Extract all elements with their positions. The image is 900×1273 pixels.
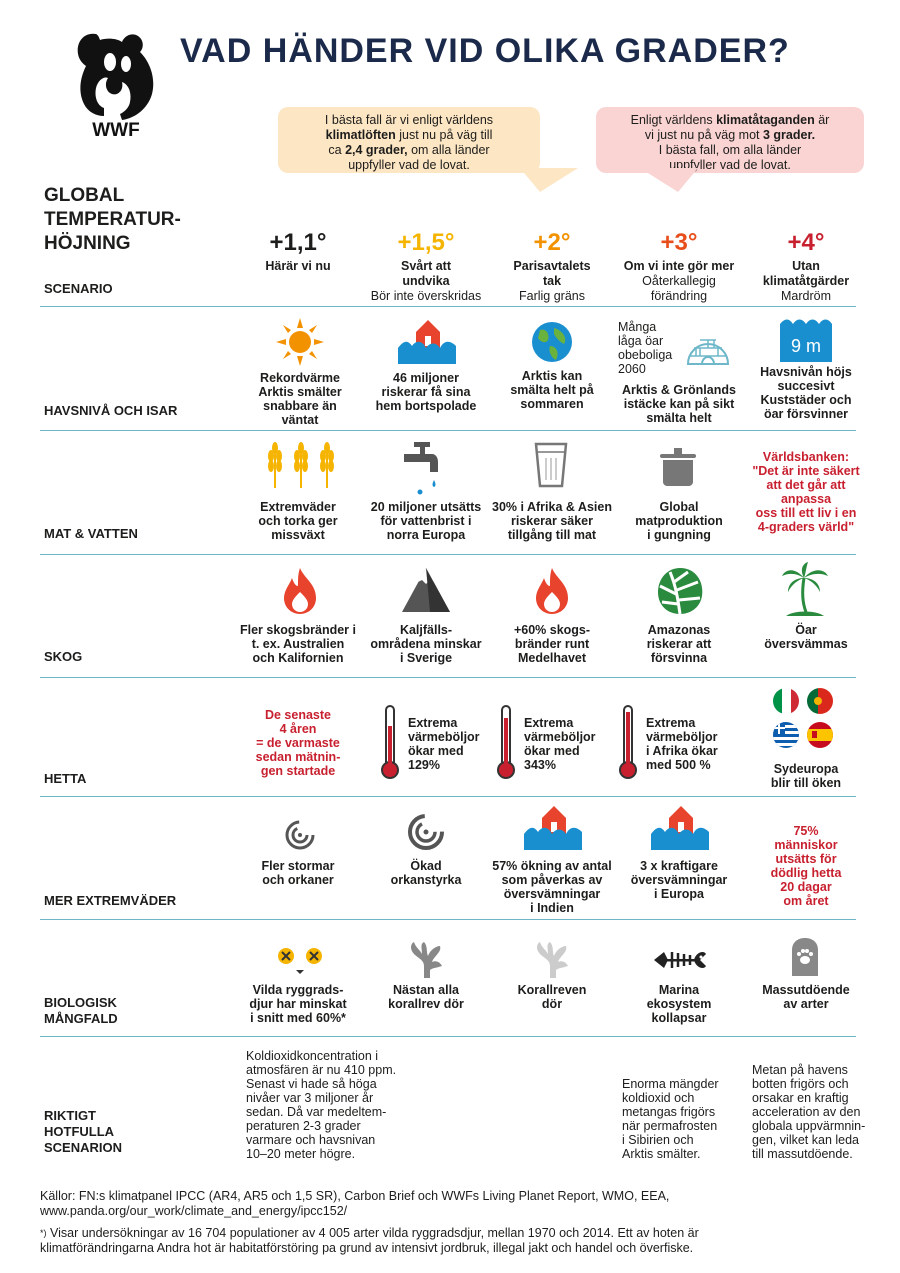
cell-forest-5: Öar översvämmas [764, 623, 848, 651]
row-label-biodiversity: BIOLOGISK MÅNGFALD [44, 995, 118, 1026]
divider [40, 554, 856, 555]
sun-icon [276, 318, 324, 366]
row-label-storms: MER EXTREMVÄDER [44, 893, 177, 908]
cell-storms-4: 3 x kraftigare översvämningar i Europa [630, 859, 728, 901]
flooded-house-icon [524, 804, 582, 850]
cell-threat-4: Enorma mängder koldioxid och metangas frigörs när permafrosten i Sibirien och Arktis smälter. [622, 1077, 719, 1161]
cyclone-icon [285, 820, 315, 850]
bubble-tail-left [520, 168, 578, 192]
cell-food-2: 20 miljoner utsätts för vattenbrist i norra Europa [370, 500, 482, 542]
cell-sea-4: Arktis & Grönlands istäcke kan på sikt smälta helt [622, 383, 736, 425]
south-europe-flags-icon [770, 686, 836, 752]
sources: Källor: FN:s klimatpanel IPCC (AR4, AR5 och 1,5 SR), Carbon Brief och WWFs Living Planet Report, WMO, EEA, www.panda.org/our_work/climate_and_energy/ipcc152/ [40, 1189, 670, 1218]
divider [40, 1036, 856, 1037]
cell-heat-2: Extrema värmeböljor ökar med 129% [408, 716, 480, 772]
fire-icon [534, 566, 570, 616]
thermometer-icon [380, 704, 400, 780]
wheat-icon [262, 442, 340, 488]
portugal-flag-icon [807, 688, 834, 714]
flooded-house-icon [651, 804, 709, 850]
cyclone-icon [408, 814, 444, 850]
cell-sea-3: Arktis kan smälta helt på sommaren [510, 369, 594, 411]
cooking-pot-icon [658, 444, 698, 486]
cell-food-3: 30% i Afrika & Asien riskerar säker tillgång till mat [492, 500, 612, 542]
footnote: *) Visar undersökningar av 16 704 populationer av 4 005 arter vilda ryggradsdjur, mellan 1970 och 2014. Ett av hoten är klimatförändringarna Andra hot är habitatförstöring pa grund av intensivt jordbruk, illegal jakt och handel och överfiske. [40, 1226, 699, 1255]
cell-threat-2: Koldioxidkoncentration i atmosfären är nu 410 ppm. Senast vi hade så höga nivåer var 3 miljoner år sedan. Då var medeltem- peraturen 2-3 grader varmare och havsnivan 10–20 meter högre. [246, 1049, 397, 1161]
fish-skeleton-icon [652, 948, 708, 972]
monstera-leaf-icon [654, 564, 706, 616]
bleached-coral-icon [532, 940, 572, 978]
column-head-3: +3° Om vi inte gör mer Oåterkallegig förändring [609, 228, 749, 303]
igloo-icon [684, 326, 732, 366]
bubble-pledges: I bästa fall är vi enligt världens klimatlöften just nu på väg till ca 2,4 grader, om alla länder uppfyller vad de lovat. [278, 107, 540, 173]
cell-heat-1: De senaste 4 åren = de varmaste sedan mätnin- gen startade [255, 708, 341, 778]
globe-icon [530, 320, 574, 364]
cell-food-5: Världsbanken: "Det är inte säkert att det går att anpassa oss till ett liv i en 4-graders värld" [752, 450, 860, 534]
temperature-label: GLOBAL TEMPERATUR- HÖJNING [44, 185, 181, 254]
row-label-heat: HETTA [44, 771, 87, 786]
row-label-sea: HAVSNIVÅ OCH ISAR [44, 403, 178, 418]
cell-heat-3: Extrema värmeböljor ökar med 343% [524, 716, 596, 772]
cell-bio-5: Massutdöende av arter [762, 983, 850, 1011]
cell-storms-5: 75% människor utsätts för dödlig hetta 20 dagar om året [770, 824, 842, 908]
thermometer-icon [496, 704, 516, 780]
cell-sea-2: 46 miljoner riskerar få sina hem bortspolade [375, 371, 477, 413]
fire-icon [282, 566, 318, 616]
row-label-forest: SKOG [44, 649, 83, 664]
wwf-panda-logo [74, 26, 158, 138]
column-head-2: +2° Parisavtalets tak Farlig gräns [482, 228, 622, 303]
cell-food-1: Extremväder och torka ger missväxt [258, 500, 338, 542]
wwf-wordmark: WWF [92, 120, 140, 138]
bubble-tail-right [640, 168, 698, 192]
temp-value: +1,1° [269, 229, 327, 256]
row-label-food: MAT & VATTEN [44, 526, 138, 541]
divider [40, 430, 856, 431]
temp-value: +3° [660, 229, 698, 256]
cell-sea-1: Rekordvärme Arktis smälter snabbare än väntat [258, 371, 342, 427]
cell-bio-2: Nästan alla korallrev dör [388, 983, 464, 1011]
cell-threat-5: Metan på havens botten frigörs och orsakar en kraftig acceleration av den globala uppvärmnin- gen, vilket kan leda till massutdöende. [752, 1063, 866, 1161]
cell-bio-4: Marina ekosystem kollapsar [646, 983, 712, 1025]
water-tap-icon [402, 440, 442, 498]
palm-island-icon [780, 562, 830, 618]
cell-bio-3: Korallreven dör [517, 983, 587, 1011]
coral-icon [406, 940, 446, 978]
column-head-1-1: +1,1° Härär vi nu [228, 228, 368, 273]
empty-glass-icon [534, 440, 568, 488]
cell-storms-3: 57% ökning av antal som påverkas av översvämningar i Indien [492, 859, 612, 915]
cell-storms-2: Ökad orkanstyrka [390, 859, 462, 887]
divider [40, 677, 856, 678]
cell-forest-4: Amazonas riskerar att försvinna [646, 623, 712, 665]
column-head-1-5: +1,5° Svårt att undvika Bör inte överskridas [356, 228, 496, 303]
cell-bio-1: Vilda ryggrads- djur har minskat i snitt med 60%* [249, 983, 347, 1025]
divider [40, 796, 856, 797]
sea-level-icon [780, 318, 832, 362]
cell-sea-5: Havsnivån höjs succesivt Kuststäder och öar försvinner [760, 365, 852, 421]
temp-value: +1,5° [397, 229, 455, 256]
italy-flag-icon [773, 688, 800, 714]
scenario-label: SCENARIO [44, 281, 113, 296]
divider [40, 306, 856, 307]
flooded-house-icon [398, 318, 456, 364]
column-head-4: +4° Utan klimatåtgärder Mardröm [736, 228, 876, 303]
cell-forest-1: Fler skogsbränder i t. ex. Australien och Kalifornien [239, 623, 356, 665]
note-low-islands: Många låga öar obeboliga 2060 [618, 320, 673, 376]
temp-value: +2° [533, 229, 571, 256]
cell-heat-5: Sydeuropa blir till öken [770, 762, 842, 790]
divider [40, 919, 856, 920]
page-title: VAD HÄNDER VID OLIKA GRADER? [180, 32, 790, 70]
spain-flag-icon [807, 722, 833, 748]
thermometer-icon [618, 704, 638, 780]
mountain-icon [400, 566, 452, 614]
bubble-commitments: Enligt världens klimatåtaganden är vi just nu på väg mot 3 grader. I bästa fall, om alla länder uppfyller vad de lovat. [596, 107, 864, 173]
greece-flag-icon [773, 722, 799, 748]
cell-forest-3: +60% skogs- bränder runt Medelhavet [513, 623, 591, 665]
cell-food-4: Global matproduktion i gungning [635, 500, 723, 542]
cell-heat-4: Extrema värmeböljor i Afrika ökar med 500 % [646, 716, 718, 772]
row-label-threat: RIKTIGT HOTFULLA SCENARION [44, 1108, 123, 1155]
cell-storms-1: Fler stormar och orkaner [261, 859, 335, 887]
cell-forest-2: Kaljfälls- områdena minskar i Sverige [370, 623, 482, 665]
sea-level-badge: 9 m [790, 336, 822, 356]
temp-value: +4° [787, 229, 825, 256]
gravestone-paw-icon [790, 936, 820, 976]
dead-animal-face-icon [276, 946, 324, 976]
